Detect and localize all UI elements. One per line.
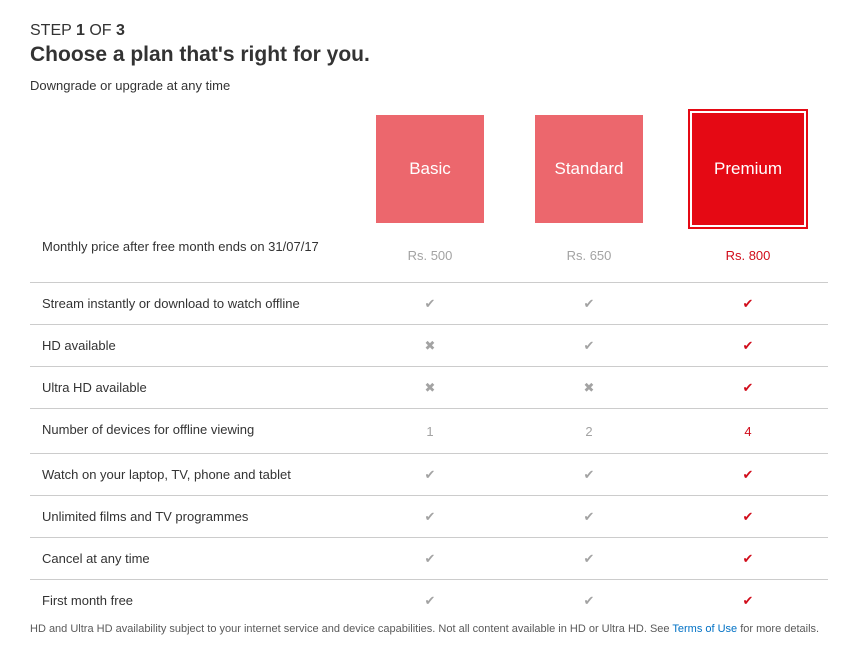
check-icon: ✔ bbox=[742, 380, 754, 395]
row-label: Stream instantly or download to watch offline bbox=[42, 296, 300, 311]
check-icon: ✔ bbox=[583, 467, 595, 482]
table-row bbox=[30, 367, 828, 409]
row-label: Ultra HD available bbox=[42, 380, 147, 395]
footnote-text: HD and Ultra HD availability subject to your internet service and device capabilities. Not all content available in HD or Ultra HD. See bbox=[30, 623, 673, 635]
plan-standard-button[interactable] bbox=[535, 115, 643, 223]
value-premium: 4 bbox=[744, 424, 752, 439]
step-indicator bbox=[30, 22, 125, 40]
row-label: Watch on your laptop, TV, phone and tablet bbox=[42, 467, 291, 482]
check-icon: ✔ bbox=[583, 509, 595, 524]
page-title: Choose a plan that's right for you. bbox=[30, 43, 370, 66]
row-label: Monthly price after free month ends on 31/07/17 bbox=[42, 239, 319, 254]
row-label: First month free bbox=[42, 593, 134, 608]
check-icon: ✔ bbox=[742, 338, 754, 353]
value-basic: Rs. 500 bbox=[407, 248, 453, 263]
step-of: OF bbox=[89, 22, 112, 39]
check-icon: ✔ bbox=[742, 551, 754, 566]
value-standard: 2 bbox=[585, 424, 593, 439]
check-icon: ✔ bbox=[424, 593, 436, 608]
check-icon: ✔ bbox=[424, 467, 436, 482]
row-label: HD available bbox=[42, 338, 116, 353]
check-icon: ✔ bbox=[583, 338, 595, 353]
row-label: Unlimited films and TV programmes bbox=[42, 509, 249, 524]
plan-premium-label: Premium bbox=[713, 159, 782, 178]
cross-icon: ✖ bbox=[424, 380, 436, 395]
footnote-text-end: for more details. bbox=[737, 623, 820, 635]
check-icon: ✔ bbox=[424, 551, 436, 566]
step-current: 1 bbox=[75, 22, 85, 39]
value-premium: Rs. 800 bbox=[725, 248, 771, 263]
table-row bbox=[30, 325, 828, 367]
plan-standard-label: Standard bbox=[554, 159, 624, 178]
plan-basic-button[interactable] bbox=[376, 115, 484, 223]
check-icon: ✔ bbox=[583, 296, 595, 311]
footnote bbox=[30, 622, 820, 636]
row-label: Number of devices for offline viewing bbox=[42, 422, 255, 437]
check-icon: ✔ bbox=[742, 593, 754, 608]
check-icon: ✔ bbox=[583, 551, 595, 566]
table-row bbox=[30, 496, 828, 538]
value-standard: Rs. 650 bbox=[566, 248, 612, 263]
page-subtitle: Downgrade or upgrade at any time bbox=[30, 78, 231, 93]
check-icon: ✔ bbox=[742, 296, 754, 311]
check-icon: ✔ bbox=[424, 509, 436, 524]
check-icon: ✔ bbox=[742, 467, 754, 482]
step-prefix: STEP bbox=[30, 22, 72, 39]
terms-of-use-link[interactable]: Terms of Use bbox=[672, 623, 738, 635]
table-row bbox=[30, 232, 828, 283]
plan-basic-label: Basic bbox=[409, 159, 451, 178]
check-icon: ✔ bbox=[742, 509, 754, 524]
table-row bbox=[30, 454, 828, 496]
table-row bbox=[30, 283, 828, 325]
cross-icon: ✖ bbox=[583, 380, 595, 395]
table-row bbox=[30, 538, 828, 580]
value-basic: 1 bbox=[426, 424, 434, 439]
cross-icon: ✖ bbox=[424, 338, 436, 353]
row-label: Cancel at any time bbox=[42, 551, 150, 566]
check-icon: ✔ bbox=[583, 593, 595, 608]
plan-comparison-table bbox=[30, 232, 828, 621]
plan-premium-button[interactable] bbox=[692, 113, 804, 225]
table-row bbox=[30, 409, 828, 454]
step-total: 3 bbox=[115, 22, 125, 39]
check-icon: ✔ bbox=[424, 296, 436, 311]
table-row bbox=[30, 580, 828, 621]
